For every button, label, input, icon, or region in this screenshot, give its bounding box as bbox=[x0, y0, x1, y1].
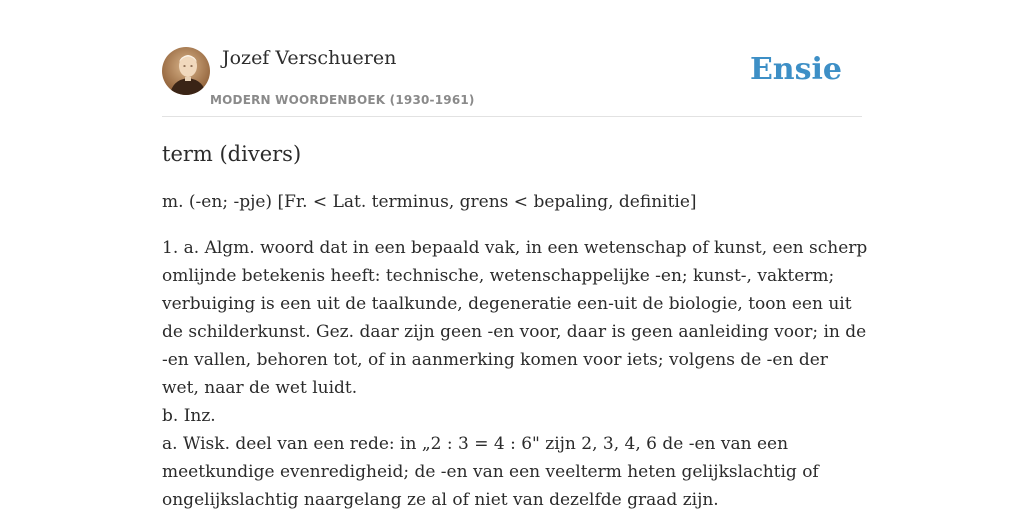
brand-logo[interactable]: Ensie bbox=[749, 52, 842, 87]
definition-line: omlijnde betekenis heeft: technische, wetenschappelijke -en; kunst-, vakterm; bbox=[162, 266, 835, 286]
definition-line: de schilderkunst. Gez. daar zijn geen -en voor, daar is geen aanleiding voor; in de bbox=[162, 322, 867, 342]
entry-definition bbox=[162, 234, 868, 512]
definition-line: verbuiging is een uit de taalkunde, degeneratie een-uit de biologie, toon een uit bbox=[162, 294, 852, 314]
source-label[interactable]: MODERN WOORDENBOEK (1930-1961) bbox=[210, 93, 475, 107]
entry-title: term (divers) bbox=[162, 142, 302, 166]
definition-line: 1. a. Algm. woord dat in een bepaald vak, in een wetenschap of kunst, een scherp bbox=[162, 238, 868, 258]
definition-line: meetkundige evenredigheid; de -en van een veelterm heten gelijkslachtig of bbox=[162, 462, 819, 482]
header bbox=[162, 46, 862, 117]
definition-line: ongelijkslachtig naargelang ze al of niet van dezelfde graad zijn. bbox=[162, 490, 719, 510]
author-avatar[interactable] bbox=[162, 47, 210, 95]
definition-line: wet, naar de wet luidt. bbox=[162, 378, 358, 398]
definition-line: -en vallen, behoren tot, of in aanmerking komen voor iets; volgens de -en der bbox=[162, 350, 828, 370]
author-name[interactable]: Jozef Verschueren bbox=[222, 47, 397, 69]
definition-line: b. Inz. bbox=[162, 406, 216, 426]
definition-line: a. Wisk. deel van een rede: in „2 : 3 = 4 : 6" zijn 2, 3, 4, 6 de -en van een bbox=[162, 434, 789, 454]
entry-etymology: m. (-en; -pje) [Fr. < Lat. terminus, grens < bepaling, definitie] bbox=[162, 192, 697, 212]
entry-content bbox=[162, 138, 868, 512]
